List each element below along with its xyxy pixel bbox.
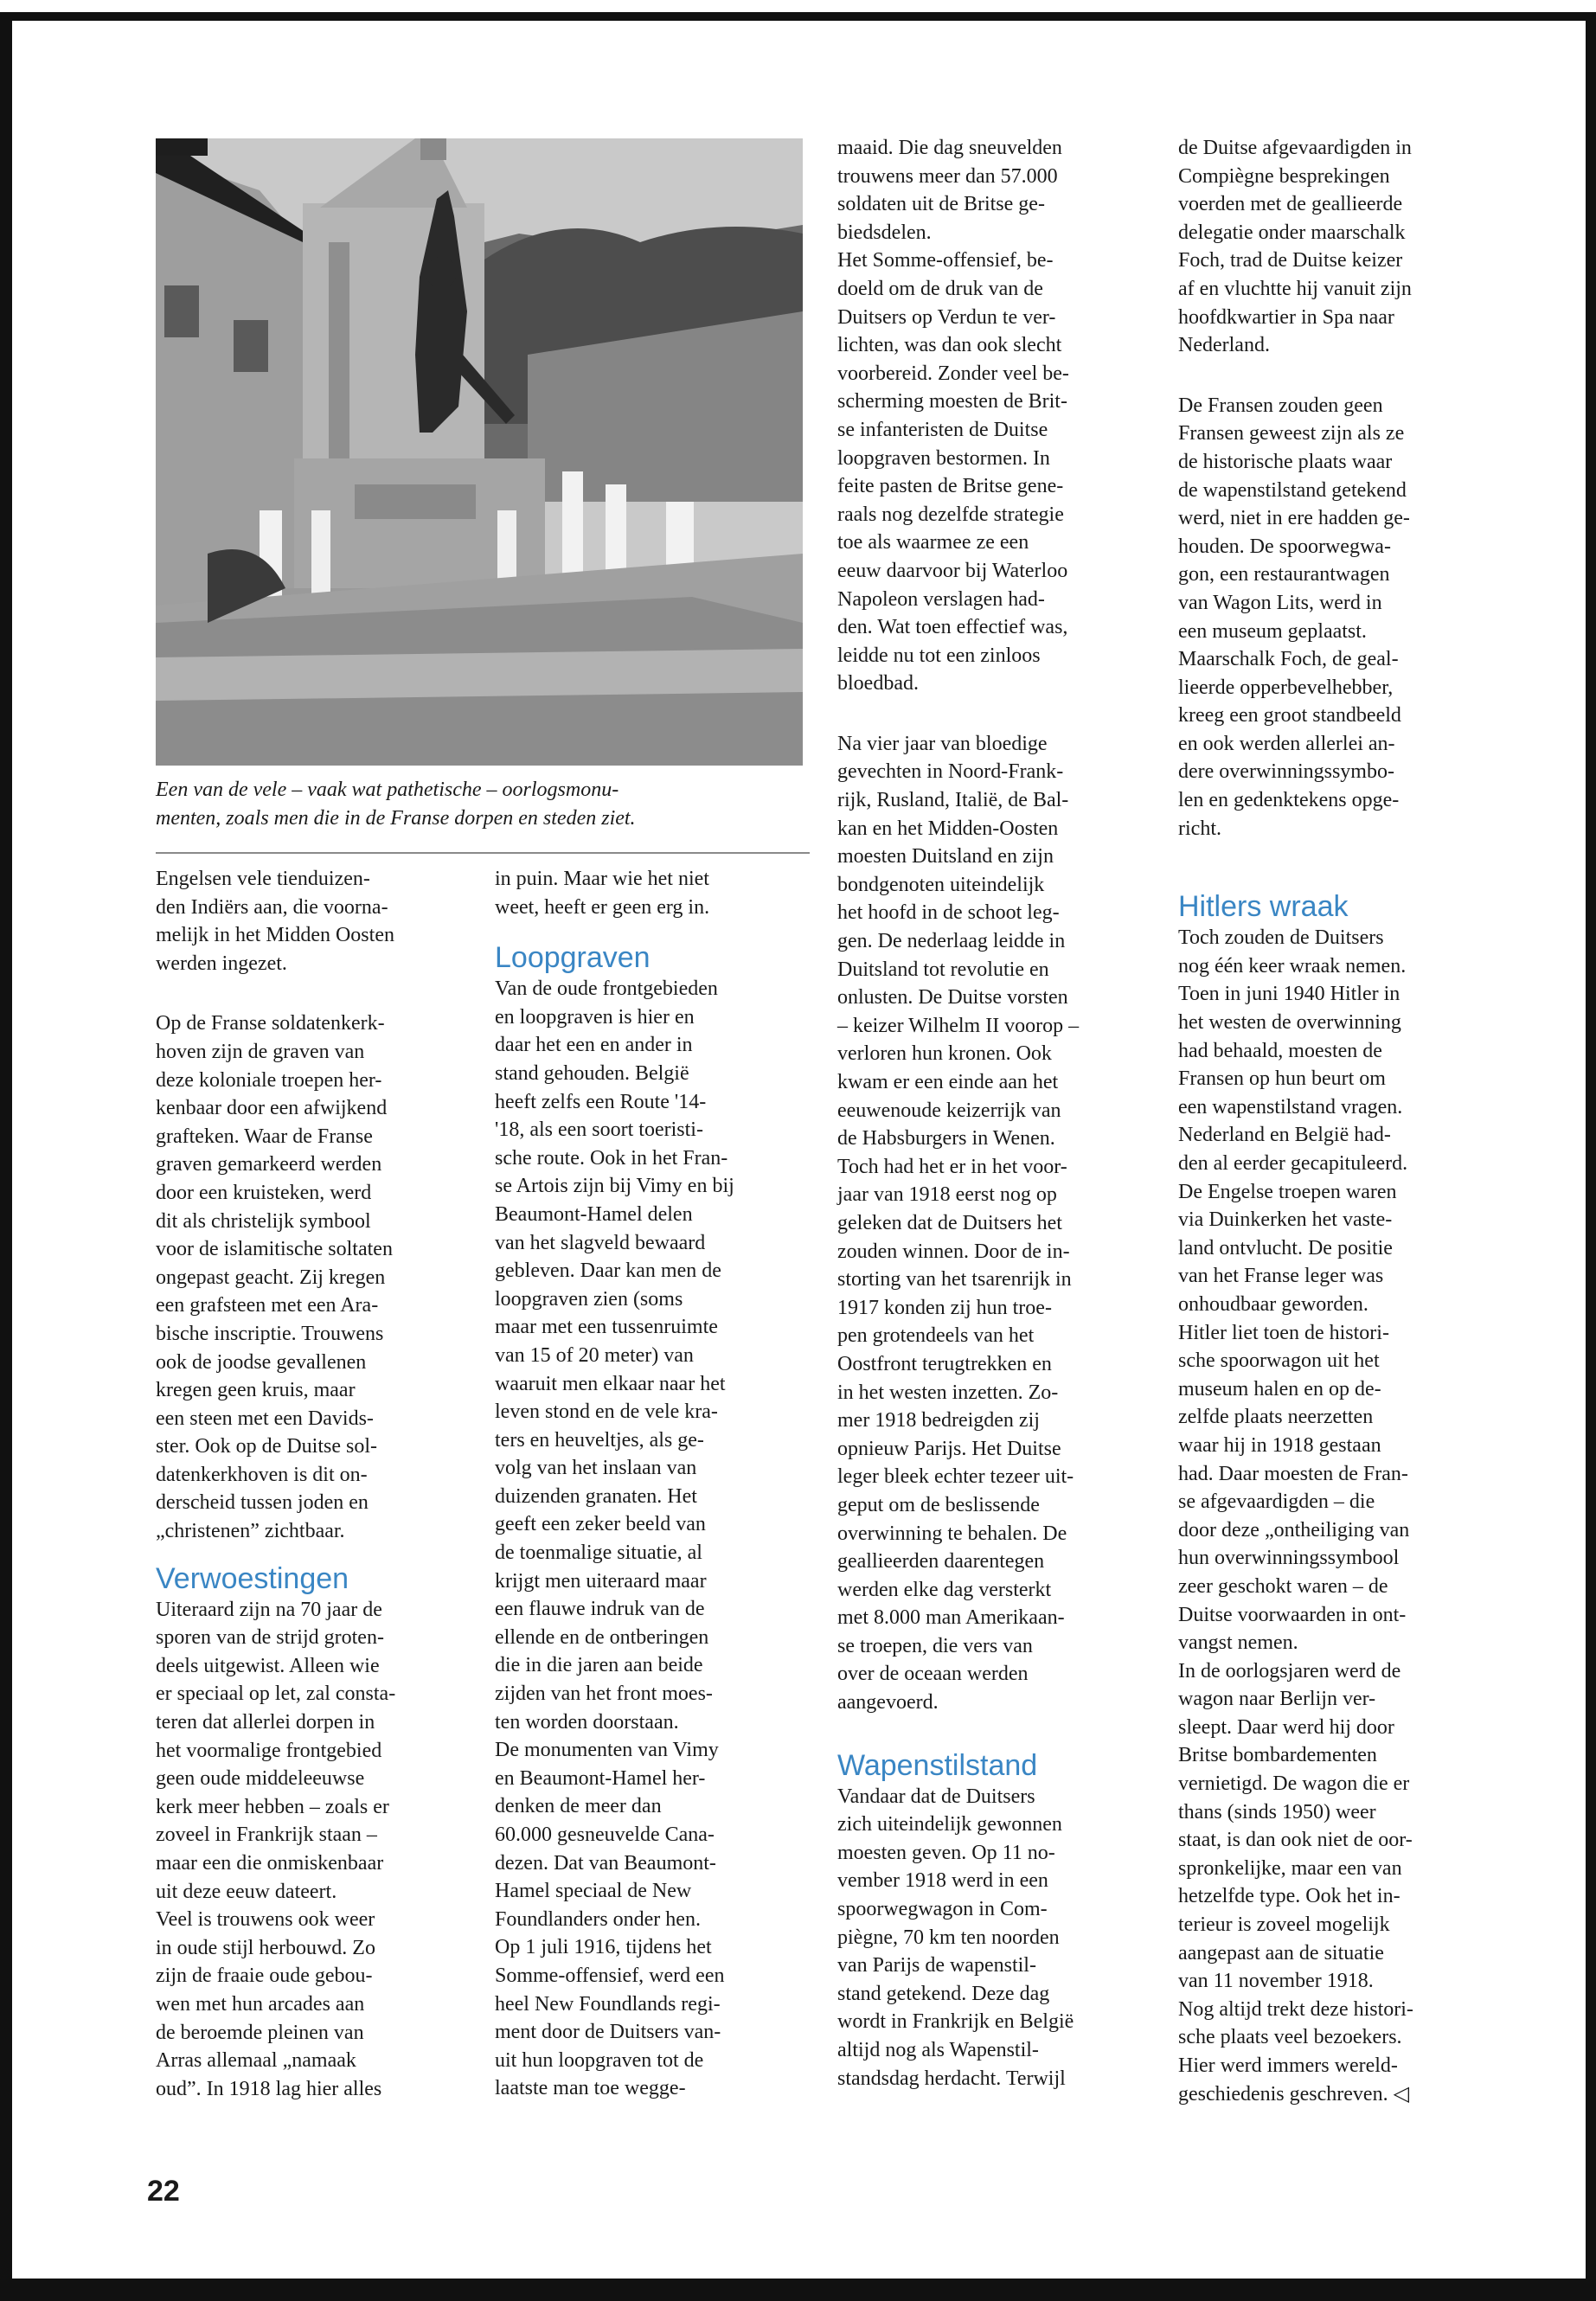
col3-paragraph-2: Na vier jaar van bloedige gevechten in Noord-Frank- rijk, Rusland, Italië, de Bal- kan en het Midden-Oosten moesten Duitsland en zijn bondgenoten uiteindelijk het hoofd in de schoot leg- gen. De nederlaag leidde in Duitsland tot revolutie en onlusten. De Duitse vorsten – keizer Wilhelm II voorop – verloren hun kronen. Ook kwam er een einde aan het eeuwenoude keizerrijk van de Habsburgers in Wenen. Toch had het er in het voor- jaar van 1918 eerst nog op geleken dat de Duitsers het zouden winnen. Door de in- storting van het tsarenrijk in 1917 konden zij hun troe- pen grotendeels van het Oostfront terugtrekken en in het westen inzetten. Zo- mer 1918 bedreigden zij opnieuw Parijs. Het Duitse leger bleek echter tezeer uit- geput om de beslissende overwinning te behalen. De geallieerden daarentegen werden elke dag versterkt met 8.000 man Amerikaan- se troepen, die vers van over de oceaan werden aangevoerd. [837, 732, 1080, 1715]
heading-hitlers-wraak: Hitlers wraak [1178, 890, 1349, 924]
article-column-4 [1178, 134, 1498, 2108]
page-frame-top [0, 12, 1596, 21]
heading-verwoestingen: Verwoestingen [156, 1561, 349, 1595]
heading-wapenstilstand: Wapenstilstand [837, 1748, 1038, 1782]
col2-paragraph-1: in puin. Maar wie het niet weet, heeft er geen erg in. [495, 868, 710, 919]
heading-loopgraven: Loopgraven [495, 941, 651, 975]
col4-paragraph-1: de Duitse afgevaardigden in Compiègne besprekingen voerden met de geallieerde delegatie onder maarschalk Foch, trad de Duitse keizer af en vluchtte hij vanuit zijn hoofdkwartier in Spa naar Nederland. [1178, 137, 1412, 357]
col1-paragraph-3: Uiteraard zijn na 70 jaar de sporen van de strijd groten- deels uitgewist. Alleen wie er speciaal op let, zal consta- teren dat allerlei dorpen in het voormalige frontgebied geen oude middeleeuwse kerk meer hebben – zoals er zoveel in Frankrijk staan – maar een die onmiskenbaar uit deze eeuw dateert. Veel is trouwens ook weer in oude stijl herbouwd. Zo zijn de fraaie oude gebou- wen met hun arcades aan de beroemde pleinen van Arras allemaal „namaak oud”. In 1918 lag hier alles [156, 1598, 396, 2100]
page-number: 22 [147, 2175, 180, 2208]
article-column-2 [495, 865, 815, 2103]
article-column-1 [156, 865, 476, 2103]
col4-paragraph-3: Toch zouden de Duitsers nog één keer wraak nemen. Toen in juni 1940 Hitler in het westen de overwinning had behaald, moesten de Fransen op hun beurt om een wapenstilstand vragen. Nederland en België had- den al eerder gecapituleerd. De Engelse troepen waren via Duinkerken het vaste- land ontvlucht. De positie van het Franse leger was onhoudbaar geworden. Hitler liet toen de histori- sche spoorwagon uit het museum halen en op de- zelfde plaats neerzetten waar hij in 1918 gestaan had. Daar moesten de Fran- se afgevaardigden – die door deze „ontheiliging van hun overwinningssymbool zeer geschokt waren – de Duitse voorwaarden in ont- vangst nemen. In de oorlogsjaren werd de wagon naar Berlijn ver- sleept. Daar werd hij door Britse bombardementen vernietigd. De wagon die er thans (sinds 1950) weer staat, is dan ook niet de oor- spronkelijke, maar een van hetzelfde type. Ook het in- terieur is zoveel mogelijk aangepast aan de situatie van 11 november 1918. Nog altijd trekt deze histori- sche plaats veel bezoekers. Hier werd immers wereld- geschiedenis geschreven. ◁ [1178, 926, 1413, 2106]
war-memorial-photo [156, 138, 803, 766]
col1-paragraph-2: Op de Franse soldatenkerk- hoven zijn de graven van deze koloniale troepen her- kenbaar door een afwijkend grafteken. Waar de Franse graven gemarkeerd werden door een kruisteken, werd dit als christelijk symbool voor de islamitische soltaten ongepast geacht. Zij kregen een grafsteen met een Ara- bische inscriptie. Trouwens ook de joodse gevallenen kregen geen kruis, maar een steen met een Davids- ster. Ook op de Duitse sol- datenkerkhoven is dit on- derscheid tussen joden en „christenen” zichtbaar. [156, 1012, 393, 1543]
photo-caption: Een van de vele – vaak wat pathetische – oorlogsmonu- menten, zoals men die in de Franse dorpen en steden ziet. [156, 779, 636, 830]
col4-paragraph-2: De Fransen zouden geen Fransen geweest zijn als ze de historische plaats waar de wapenstilstand getekend werd, niet in ere hadden ge- houden. De spoorwegwa- gon, een restaurantwagen van Wagon Lits, werd in een museum geplaatst. Maarschalk Foch, de geal- lieerde opperbevelhebber, kreeg een groot standbeeld en ook werden allerlei an- dere overwinningssymbo- len en gedenktekens opge- richt. [1178, 394, 1410, 840]
caption-divider [156, 852, 810, 854]
article-column-3 [837, 134, 1157, 2093]
war-memorial-illustration [156, 138, 803, 766]
page-frame-right [1586, 12, 1596, 2301]
col3-paragraph-3: Vandaar dat de Duitsers zich uiteindelijk gewonnen moesten geven. Op 11 no- vember 1918 werd in een spoorwegwagon in Com- piègne, 70 km ten noorden van Parijs de wapenstil- stand getekend. Deze dag wordt in Frankrijk en België altijd nog als Wapenstil- standsdag herdacht. Terwijl [837, 1785, 1074, 2090]
page-frame-left [0, 12, 12, 2301]
col1-paragraph-1: Engelsen vele tienduizen- den Indiërs aan, die voorna- melijk in het Midden Oosten werden ingezet. [156, 868, 394, 975]
col2-paragraph-2: Van de oude frontgebieden en loopgraven is hier en daar het een en ander in stand gehouden. België heeft zelfs een Route '14- '18, als een soort toeristi- sche route. Ook in het Fran- se Artois zijn bij Vimy en bij Beaumont-Hamel delen van het slagveld bewaard gebleven. Daar kan men de loopgraven zien (soms maar met een tussenruimte van 15 of 20 meter) van waaruit men elkaar naar het leven stond en de vele kra- ters en heuveltjes, als ge- volg van het inslaan van duizenden granaten. Het geeft een zeker beeld van de toenmalige situatie, al krijgt men uiteraard maar een flauwe indruk van de ellende en de ontberingen die in die jaren aan beide zijden van het front moes- ten worden doorstaan. De monumenten van Vimy en Beaumont-Hamel her- denken de meer dan 60.000 gesneuvelde Cana- dezen. Dat van Beaumont- Hamel speciaal de New Foundlanders onder hen. Op 1 juli 1916, tijdens het Somme-offensief, werd een heel New Foundlands regi- ment door de Duitsers van- uit hun loopgraven tot de laatste man toe wegge- [495, 977, 734, 2100]
page-frame-bottom [0, 2279, 1596, 2301]
col3-paragraph-1: maaid. Die dag sneuvelden trouwens meer dan 57.000 soldaten uit de Britse ge- biedsdelen. Het Somme-offensief, be- doeld om de druk van de Duitsers op Verdun te ver- lichten, was dan ook slecht voorbereid. Zonder veel be- scherming moesten de Brit- se infanteristen de Duitse loopgraven bestormen. In feite pasten de Britse gene- raals nog dezelfde strategie toe als waarmee ze een eeuw daarvoor bij Waterloo Napoleon verslagen had- den. Wat toen effectief was, leidde nu tot een zinloos bloedbad. [837, 137, 1069, 695]
